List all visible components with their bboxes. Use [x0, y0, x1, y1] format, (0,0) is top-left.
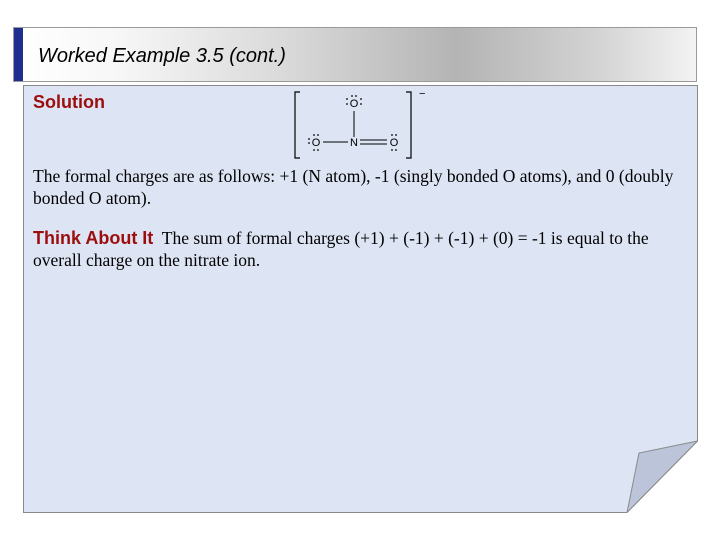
- right-bracket: [406, 92, 411, 158]
- ion-charge: −: [419, 88, 426, 100]
- solution-heading: Solution: [33, 92, 105, 112]
- nitrate-lewis-structure: [288, 88, 438, 162]
- title-bar: [13, 27, 697, 82]
- think-about-it-paragraph: [33, 227, 693, 271]
- formal-charges-paragraph: The formal charges are as follows: +1 (N atom), -1 (singly bonded O atoms), and 0 (doubly bonded O atom).: [33, 166, 674, 208]
- oxygen-left: O: [311, 137, 321, 149]
- title-accent-bar: [14, 28, 23, 81]
- slide-title: Worked Example 3.5 (cont.): [38, 45, 286, 67]
- nitrogen-center: N: [350, 137, 358, 149]
- oxygen-right: O: [389, 137, 399, 149]
- think-about-it-text: The sum of formal charges (+1) + (-1) + (-1) + (0) = -1 is equal to the overall charge on the nitrate ion.: [33, 228, 649, 270]
- oxygen-top: O: [349, 98, 359, 110]
- left-bracket: [295, 92, 300, 158]
- think-about-it-label: Think About It: [33, 228, 154, 248]
